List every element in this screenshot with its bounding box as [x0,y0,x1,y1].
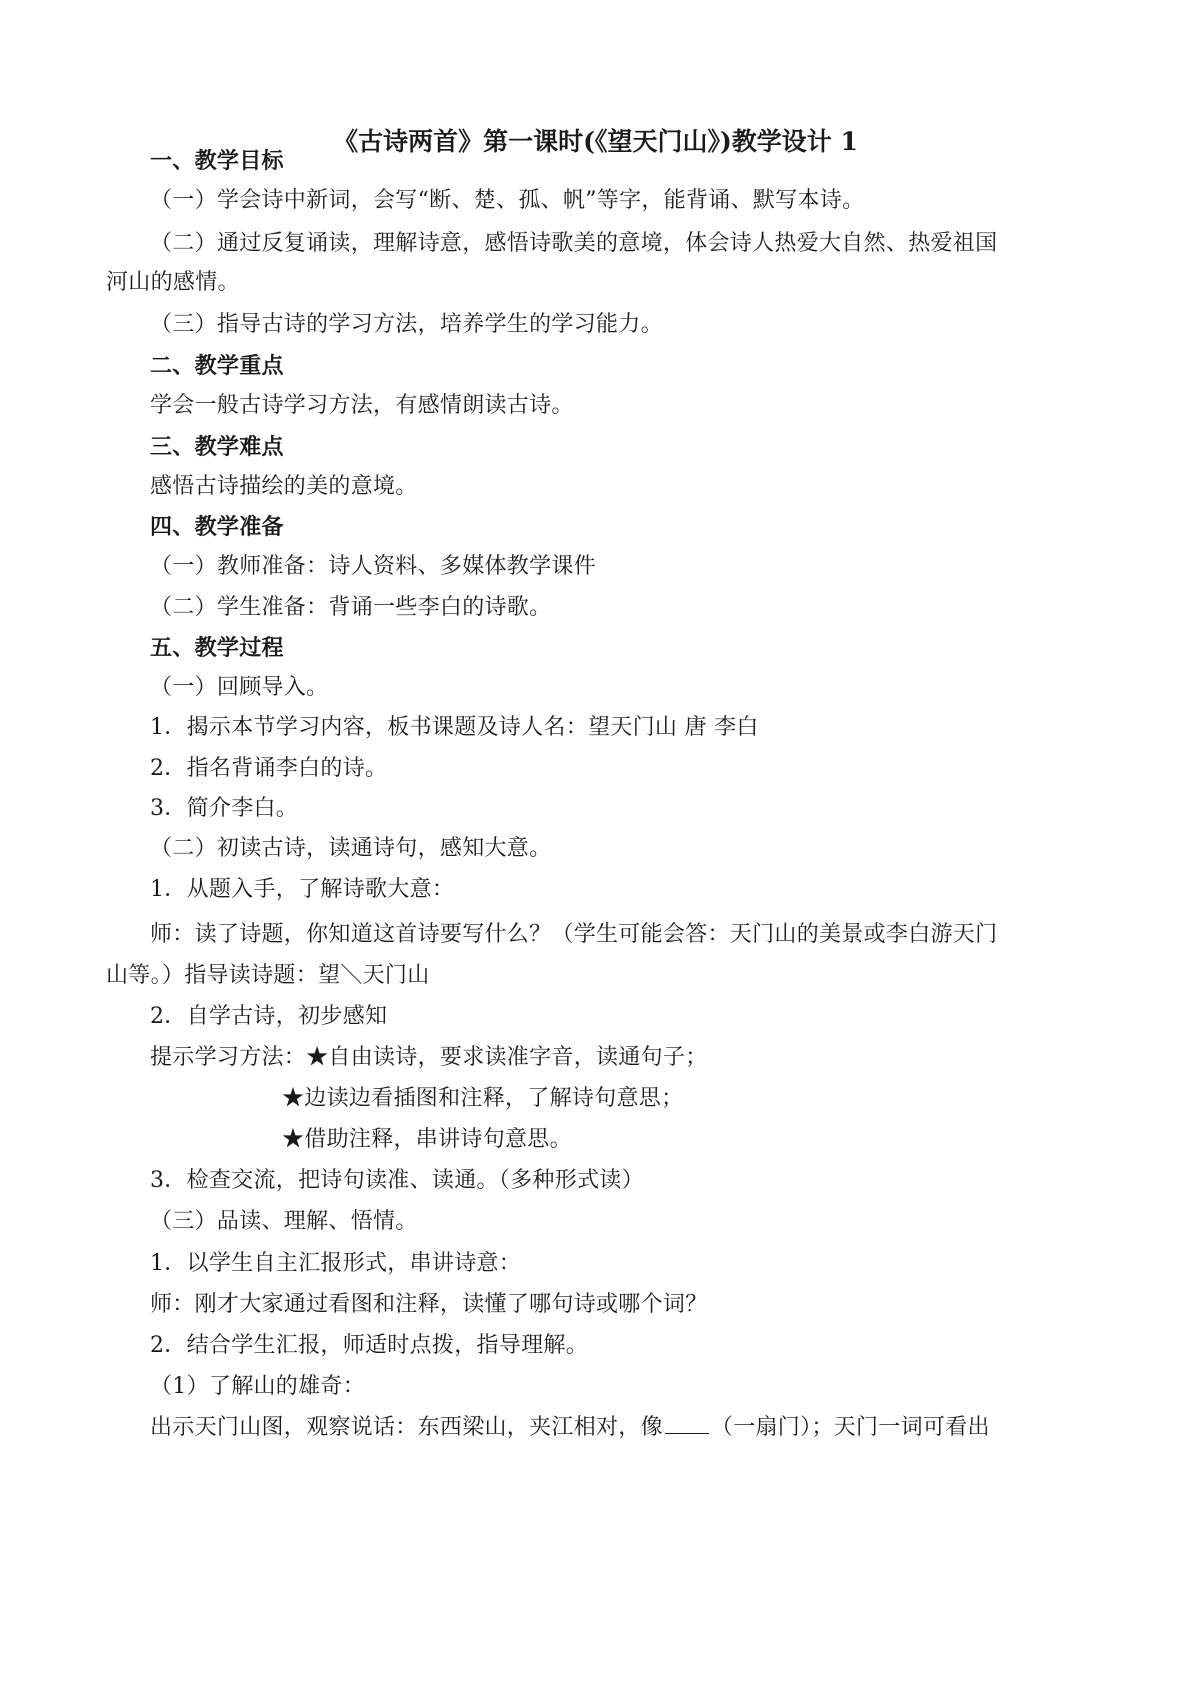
fill-in-blank [665,1413,709,1434]
step-2-method-3: ★借助注释，串讲诗句意思。 [282,1127,572,1152]
step-3-observation [150,1413,990,1443]
prep-student: （二）学生准备：背诵一些李白的诗歌。 [150,595,552,620]
step-3-item-1: 1．以学生自主汇报形式，串讲诗意： [150,1251,522,1276]
goal-2-line-1: （二）通过反复诵读，理解诗意，感悟诗歌美的意境，体会诗人热爱大自然、热爱祖国 [150,231,998,256]
step-2-question-line-1: 师：读了诗题，你知道这首诗要写什么？（学生可能会答：天门山的美景或李白游天门 [150,922,998,947]
step-1-item-1: 1．揭示本节学习内容，板书课题及诗人名：望天门山 唐 李白 [150,715,759,740]
step-2-method-2: ★边读边看插图和注释，了解诗句意思； [282,1086,684,1111]
heading-difficulties: 三、教学难点 [150,434,284,460]
step-2-method-1: 提示学习方法：★自由读诗，要求读准字音，读通句子； [150,1045,708,1070]
step-2-heading: （二）初读古诗，读通诗句，感知大意。 [150,836,552,861]
step-2-item-1: 1．从题入手，了解诗歌大意： [150,877,455,902]
goal-3: （三）指导古诗的学习方法，培养学生的学习能力。 [150,312,663,337]
document-title: 《古诗两首》第一课时(《望天门山》)教学设计 1 [333,127,858,156]
step-2-question-line-2: 山等。）指导读诗题：望＼天门山 [106,963,430,988]
prep-teacher: （一）教师准备：诗人资料、多媒体教学课件 [150,554,597,579]
step-3-heading: （三）品读、理解、悟情。 [150,1209,418,1234]
step-1-item-2: 2．指名背诵李白的诗。 [150,756,388,781]
observation-text-after-blank: （一扇门）；天门一词可看出 [710,1415,990,1440]
step-3-subitem-1: （1）了解山的雄奇： [150,1374,365,1399]
heading-process: 五、教学过程 [150,635,284,661]
step-2-item-3: 3．检查交流，把诗句读准、读通。（多种形式读） [150,1168,644,1193]
step-1-heading: （一）回顾导入。 [150,675,329,700]
goal-1: （一）学会诗中新词，会写“断、楚、孤、帆”等字，能背诵、默写本诗。 [150,188,865,213]
heading-teaching-goals: 一、教学目标 [150,148,284,174]
step-3-question: 师：刚才大家通过看图和注释，读懂了哪句诗或哪个词？ [150,1292,708,1317]
key-point-text: 学会一般古诗学习方法，有感情朗读古诗。 [150,393,574,418]
step-1-item-3: 3．简介李白。 [150,796,299,821]
goal-2-line-2: 河山的感情。 [106,270,240,295]
step-2-item-2: 2．自学古诗，初步感知 [150,1004,388,1029]
heading-preparation: 四、教学准备 [150,514,284,540]
difficulty-text: 感悟古诗描绘的美的意境。 [150,474,418,499]
heading-key-points: 二、教学重点 [150,353,284,379]
step-3-item-2: 2．结合学生汇报，师适时点拨，指导理解。 [150,1333,588,1358]
observation-text-before-blank: 出示天门山图，观察说话：东西梁山，夹江相对，像 [150,1415,663,1440]
